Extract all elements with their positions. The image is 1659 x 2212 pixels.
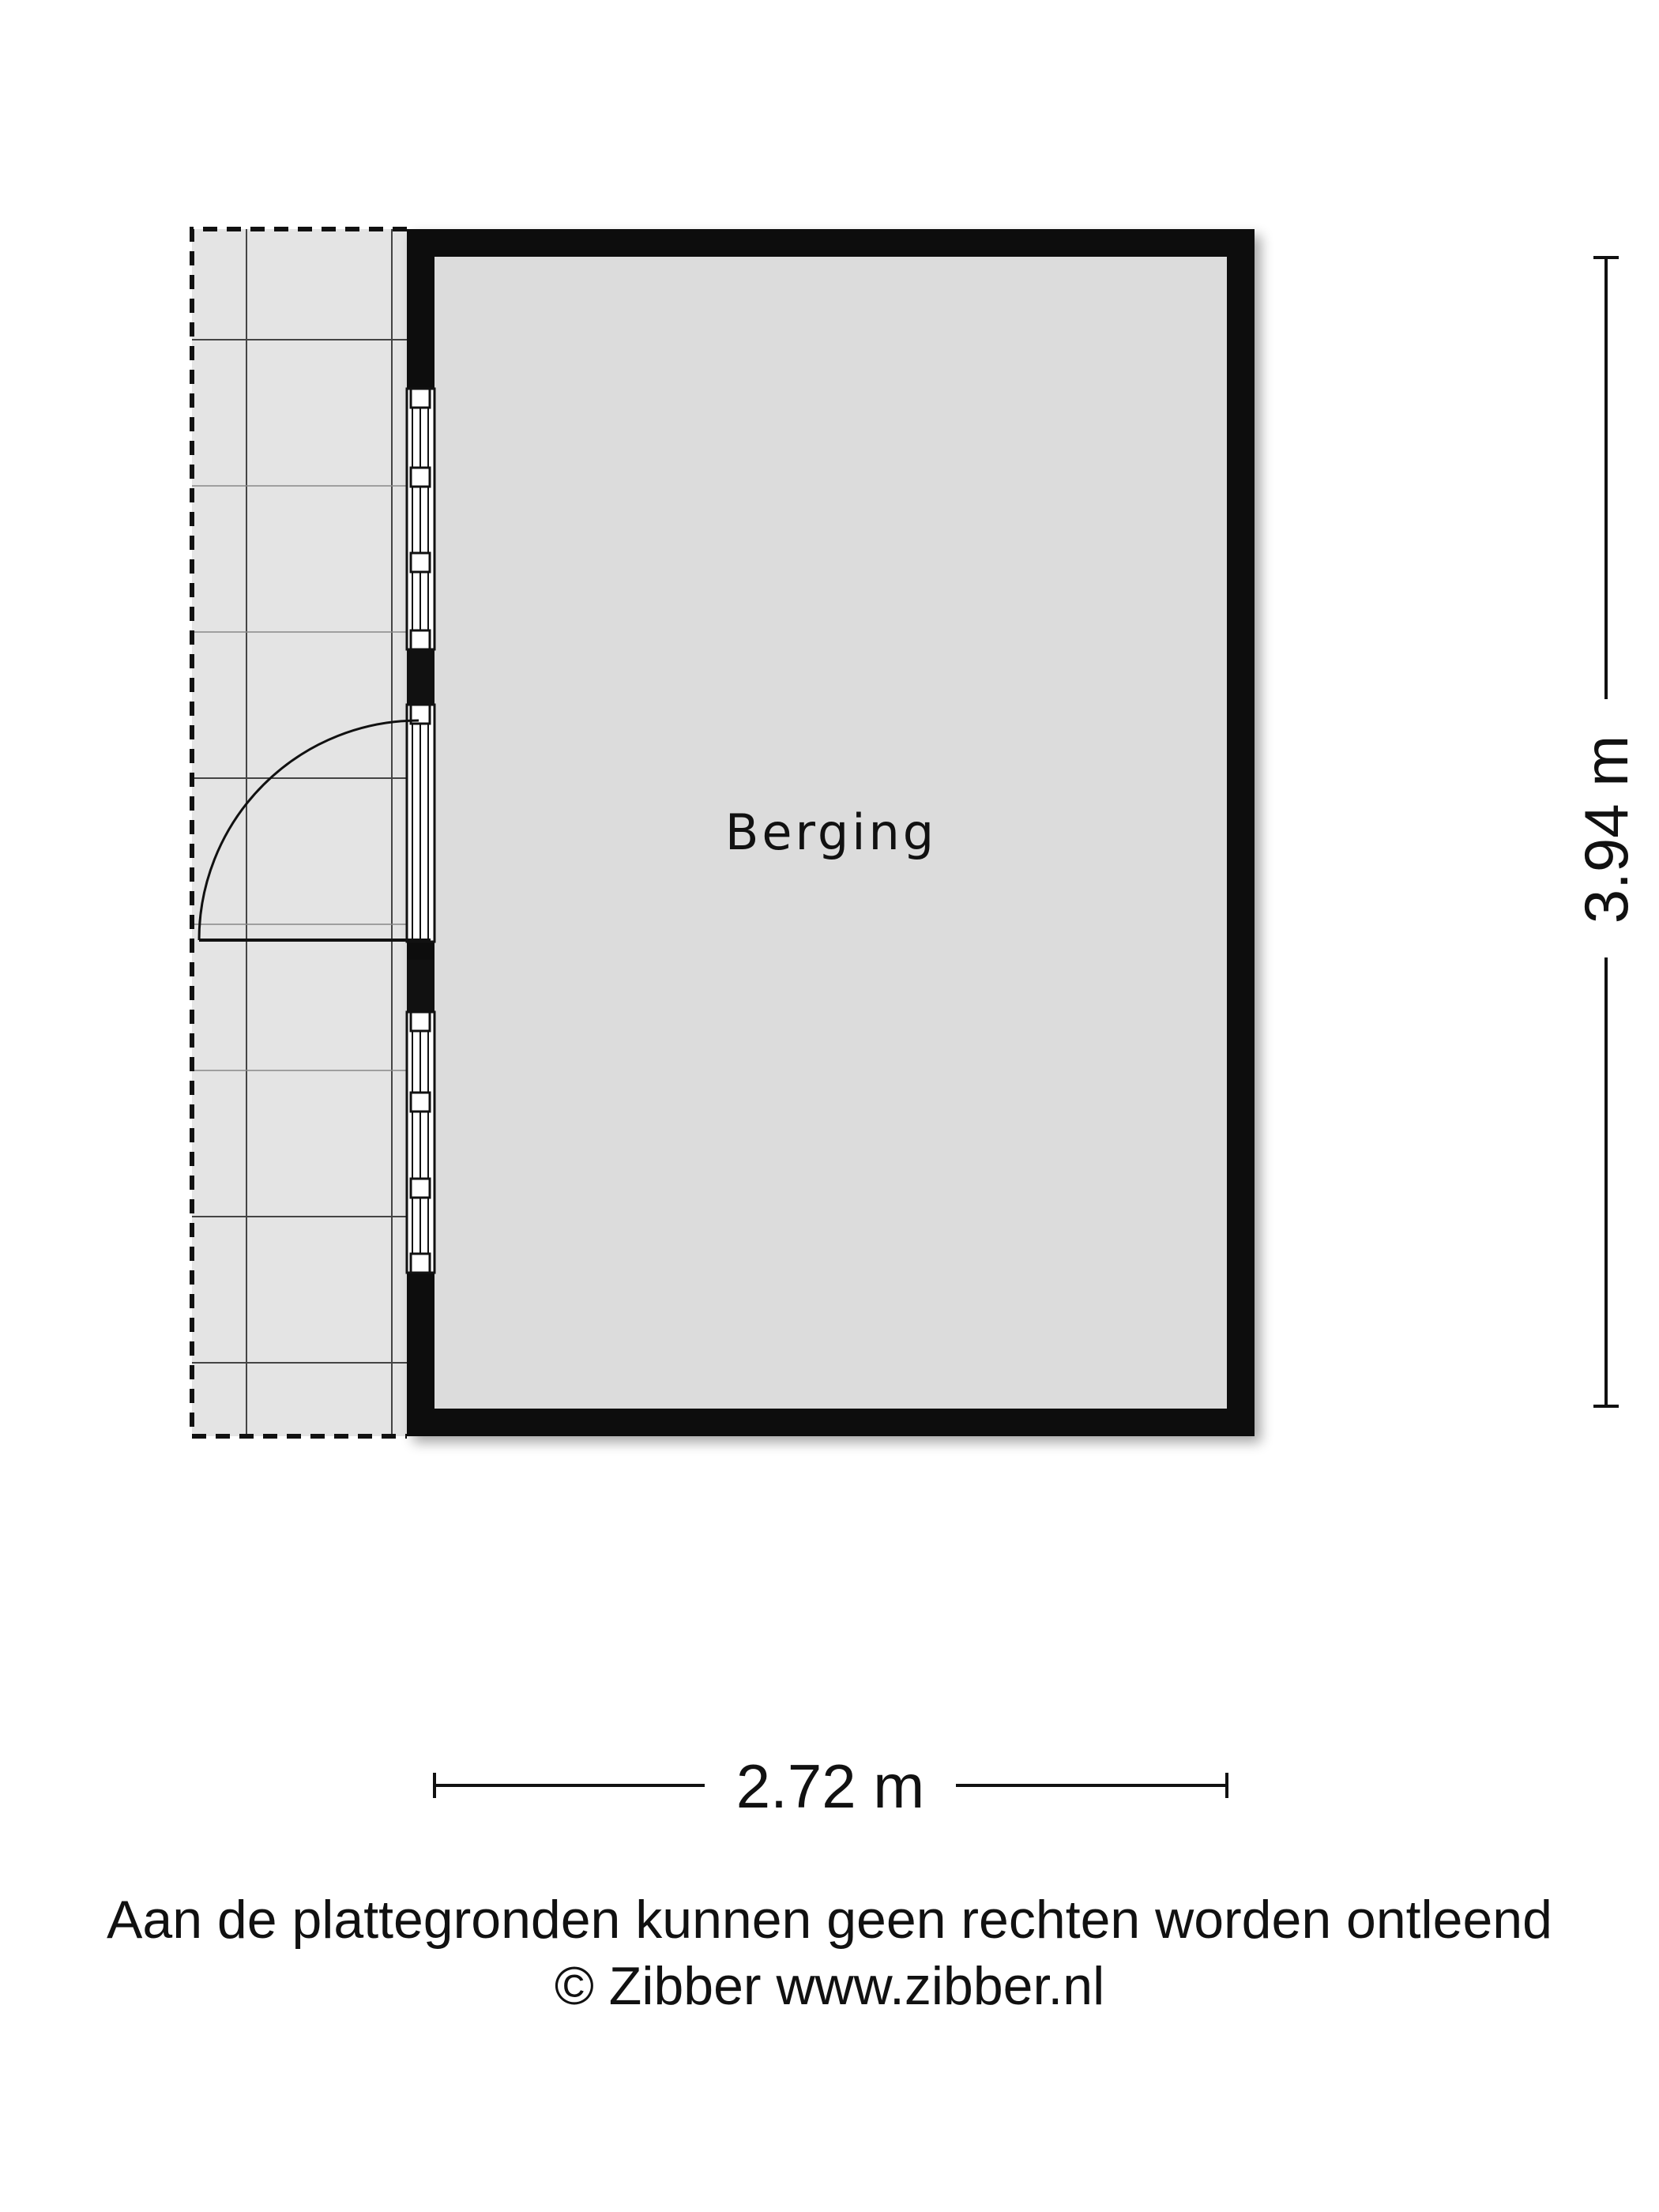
room-label: Berging — [724, 803, 938, 861]
window-upper — [407, 389, 434, 649]
height-label: 3.94 m — [1571, 735, 1641, 924]
width-label: 2.72 m — [735, 1751, 925, 1821]
copyright-text: © Zibber www.zibber.nl — [554, 1956, 1105, 2016]
disclaimer-text: Aan de plattegronden kunnen geen rechten worden ontleend — [107, 1890, 1552, 1950]
width-dimension — [434, 1751, 1227, 1821]
terrace-area — [192, 229, 407, 1436]
window-lower — [407, 1012, 434, 1273]
height-dimension — [1571, 258, 1641, 1406]
